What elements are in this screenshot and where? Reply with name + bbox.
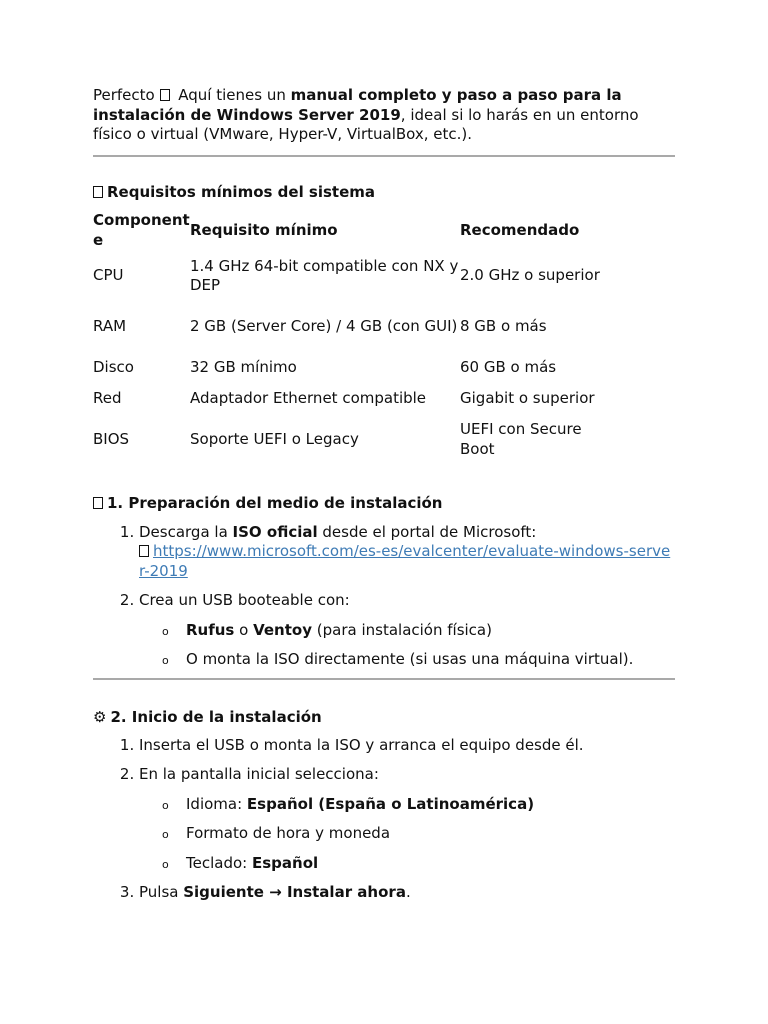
cell: 2 GB (Server Core) / 4 GB (con GUI) bbox=[190, 316, 458, 335]
list-item bbox=[186, 854, 675, 874]
option-text: Formato de hora y moneda bbox=[186, 824, 391, 842]
cell: Gigabit o superior bbox=[460, 389, 595, 408]
cell: UEFI con Secure Boot bbox=[460, 420, 582, 458]
cell: BIOS bbox=[93, 429, 130, 448]
box-glyph-icon bbox=[139, 545, 149, 557]
box-glyph-icon bbox=[93, 497, 103, 509]
requirements-table bbox=[93, 211, 675, 465]
cell: 60 GB o más bbox=[460, 357, 557, 376]
option-bold: Rufus bbox=[186, 620, 235, 639]
cell: Disco bbox=[93, 357, 134, 376]
gear-icon: ⚙ bbox=[93, 707, 107, 726]
list-item bbox=[139, 765, 675, 873]
option-bold: Español bbox=[251, 853, 319, 872]
intro-bold: manual completo y paso a paso para la instalación de Windows Server 2019 bbox=[93, 86, 622, 124]
microsoft-evalcenter-link[interactable]: https://www.microsoft.com/es-es/evalcenter/evaluate-windows-server-2019 bbox=[139, 542, 671, 580]
requirements-heading bbox=[93, 182, 675, 202]
list-item bbox=[186, 621, 675, 641]
cell: Adaptador Ethernet compatible bbox=[190, 389, 427, 408]
document-page bbox=[93, 86, 675, 913]
cell: 1.4 GHz 64-bit compatible con NX y DEP bbox=[190, 256, 459, 294]
cell: 32 GB mínimo bbox=[190, 357, 297, 376]
step-bold: ISO oficial bbox=[232, 522, 318, 541]
section-1-steps bbox=[93, 523, 675, 670]
option-text: O monta la ISO directamente (si usas una máquina virtual). bbox=[186, 650, 634, 668]
intro-text-3: , ideal si lo harás en un entorno físico o virtual (VMware, Hyper-V, VirtualBox, etc.). bbox=[93, 105, 639, 143]
header-componente: Componente bbox=[93, 211, 190, 249]
list-item bbox=[139, 523, 675, 582]
cell: RAM bbox=[93, 316, 127, 335]
section-2-title: 2. Inicio de la instalación bbox=[110, 707, 322, 726]
table-header-row bbox=[93, 211, 675, 251]
list-item bbox=[139, 591, 675, 670]
requirements-title: Requisitos mínimos del sistema bbox=[107, 182, 376, 201]
cell: 2.0 GHz o superior bbox=[460, 266, 600, 285]
box-glyph-icon bbox=[160, 89, 170, 101]
divider-1 bbox=[93, 155, 675, 157]
option-text: o bbox=[234, 620, 254, 639]
cell: CPU bbox=[93, 266, 124, 285]
table-row bbox=[93, 251, 675, 302]
section-1-heading bbox=[93, 493, 675, 513]
usb-options bbox=[139, 621, 675, 670]
table-row bbox=[93, 352, 675, 384]
list-item bbox=[139, 883, 675, 903]
step-text: . bbox=[405, 883, 411, 901]
table-row bbox=[93, 302, 675, 352]
header-requisito: Requisito mínimo bbox=[190, 220, 338, 239]
option-bold: Español (España o Latinoamérica) bbox=[246, 794, 535, 813]
step-text: Descarga la bbox=[139, 522, 233, 541]
cell: Red bbox=[93, 389, 122, 408]
table-row bbox=[93, 384, 675, 415]
step-text: Pulsa bbox=[139, 883, 184, 901]
option-bold: Ventoy bbox=[253, 620, 312, 639]
option-text: (para instalación física) bbox=[312, 620, 492, 639]
option-text: Teclado: bbox=[186, 853, 252, 872]
cell: 8 GB o más bbox=[460, 316, 547, 335]
step-bold: Siguiente → Instalar ahora bbox=[183, 883, 406, 901]
divider-2 bbox=[93, 678, 675, 680]
initial-options bbox=[139, 795, 675, 874]
header-recomendado: Recomendado bbox=[460, 220, 580, 239]
cell: Soporte UEFI o Legacy bbox=[190, 429, 359, 448]
intro-text-2: Aquí tienes un bbox=[173, 86, 291, 104]
section-2-steps bbox=[93, 736, 675, 903]
box-glyph-icon bbox=[93, 186, 103, 198]
step-text: Inserta el USB o monta la ISO y arranca el equipo desde él. bbox=[139, 735, 584, 754]
list-item bbox=[186, 795, 675, 815]
step-text: En la pantalla inicial selecciona: bbox=[139, 765, 379, 783]
step-text: Crea un USB booteable con: bbox=[139, 591, 350, 609]
section-1-title: 1. Preparación del medio de instalación bbox=[107, 493, 443, 512]
intro-text-1: Perfecto bbox=[93, 86, 160, 104]
section-2-heading bbox=[93, 707, 675, 727]
table-row bbox=[93, 415, 675, 465]
step-text: desde el portal de Microsoft: bbox=[317, 522, 537, 541]
list-item bbox=[139, 736, 675, 756]
list-item bbox=[186, 650, 675, 670]
intro-paragraph bbox=[93, 86, 675, 145]
option-text: Idioma: bbox=[186, 794, 247, 813]
list-item bbox=[186, 824, 675, 844]
